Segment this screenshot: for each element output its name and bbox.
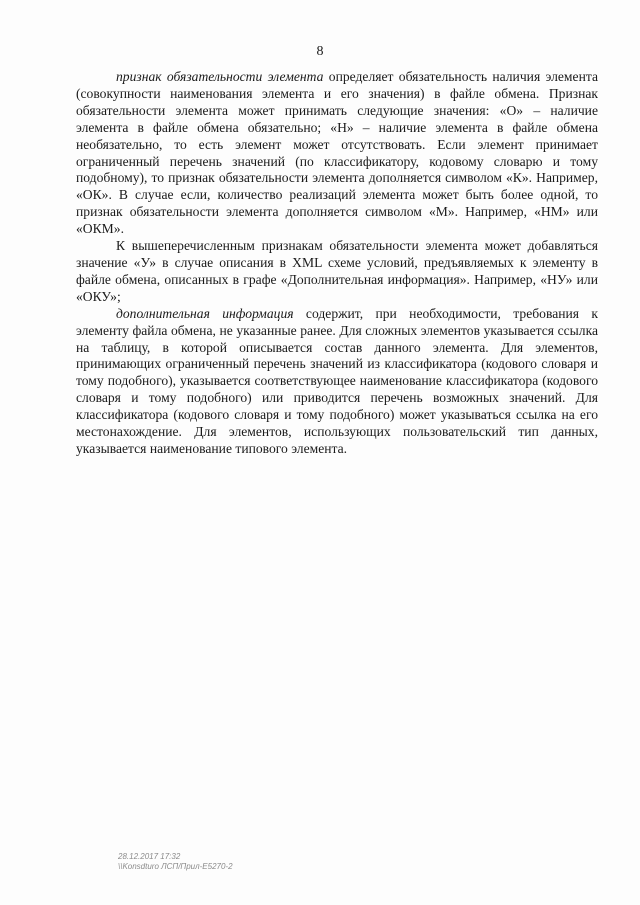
term-mandatory-attribute: признак обязательности элемента <box>116 69 324 84</box>
paragraph-additional-info <box>76 306 598 458</box>
paragraph-text: К вышеперечисленным признакам обязательности элемента может добавляться значение «У» в случае описания в XML схеме условий, предъявляемых к элементу в файле обмена, описанных в графе «Дополнительная информация». Например, «НУ» или «ОКУ»; <box>76 238 598 304</box>
page-number: 8 <box>316 44 324 59</box>
paragraph-text: определяет обязательность наличия элемента (совокупности наименования элемента и его значения) в файле обмена. Признак обязательности элемента может принимать следующие значения: «О» – наличие элемента в файле обмена обязательно; «Н» – наличие элемента в файле обмена необязательно, то есть элемент может отсутствовать. Если элемент принимает ограниченный перечень значений (по классификатору, кодовому словарю и тому подобному), то признак обязательности элемента дополняется символом «К». Например, «ОК». В случае если, количество реализаций элемента может быть более одной, то признак обязательности элемента дополняется символом «М». Например, «НМ» или «ОКМ». <box>76 69 598 237</box>
paragraph-mandatory-attribute <box>76 69 598 238</box>
footer-file-path: \\Konsdturo ЛСП/Прил-Е5270-2 <box>118 862 233 871</box>
footer-timestamp: 28.12.2017 17:32 <box>118 852 181 861</box>
term-additional-info: дополнительная информация <box>116 305 294 321</box>
document-footer <box>118 852 233 872</box>
document-body <box>76 69 598 458</box>
paragraph-text: содержит, при необходимости, требования к элементу файла обмена, не указанные ранее. Для сложных элементов указывается ссылка на таблицу, в которой описывается состав данного элемента. Для элементов, принимающих ограниченный перечень значений из классификатора (кодового словаря и тому подобного), указывается соответствующее наименование классификатора (кодового словаря и тому подобного) или приводится перечень возможных значений. Для классификатора (кодового словаря и тому подобного) может указываться ссылка на его местонахождение. Для элементов, использующих пользовательский тип данных, указывается наименование типового элемента. <box>76 305 598 456</box>
paragraph-condition-attribute <box>76 238 598 306</box>
